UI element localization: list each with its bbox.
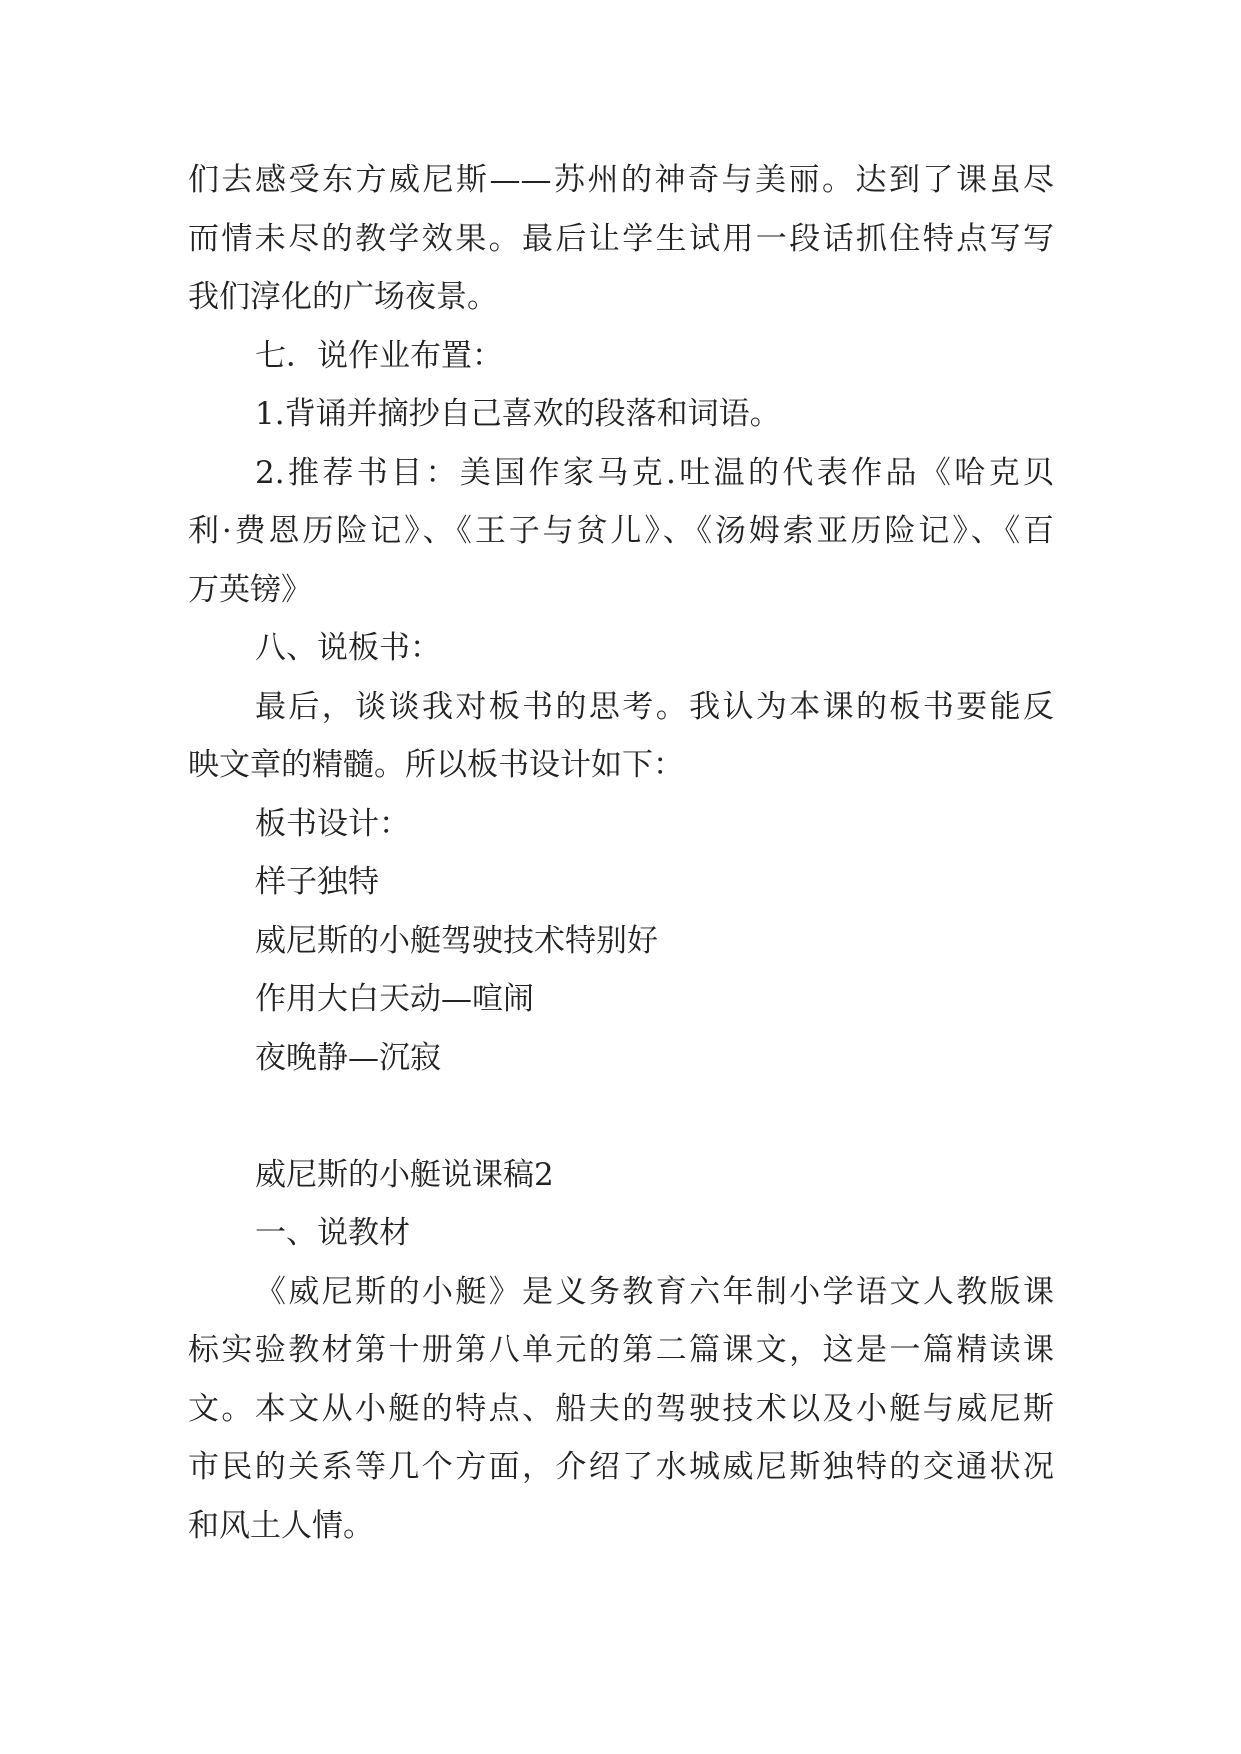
paragraph-line: 文。本文从小艇的特点、船夫的驾驶技术以及小艇与威尼斯 bbox=[188, 1390, 1054, 1427]
section-spacer bbox=[188, 1087, 1054, 1146]
board-heading: 八、说板书： bbox=[255, 630, 441, 666]
paragraph-line: 最后，谈谈我对板书的思考。我认为本课的板书要能反 bbox=[255, 688, 1054, 725]
homework-item: 1.背诵并摘抄自己喜欢的段落和词语。 bbox=[255, 396, 781, 432]
paragraph-line: 们去感受东方威尼斯——苏州的神奇与美丽。达到了课虽尽 bbox=[188, 162, 1054, 198]
homework-heading: 七．说作业布置： bbox=[255, 337, 503, 374]
paragraph-line: 而情未尽的教学效果。最后让学生试用一段话抓住特点写写 bbox=[188, 220, 1054, 257]
paragraph-line: 我们淳化的广场夜景。 bbox=[188, 279, 498, 315]
board-line: 样子独特 bbox=[255, 864, 379, 900]
paragraph-line: 《威尼斯的小艇》是义务教育六年制小学语文人教版课 bbox=[255, 1273, 1054, 1310]
section-title: 威尼斯的小艇说课稿2 bbox=[255, 1156, 554, 1193]
board-line: 夜晚静—沉寂 bbox=[255, 1039, 441, 1076]
board-design-label: 板书设计： bbox=[255, 805, 410, 842]
paragraph-line: 和风土人情。 bbox=[188, 1507, 374, 1544]
paragraph-line: 万英镑》 bbox=[188, 571, 312, 608]
paragraph-line: 利·费恩历险记》、《王子与贫儿》、《汤姆索亚历险记》、《百 bbox=[188, 513, 1054, 549]
homework-item: 2.推荐书目：美国作家马克.吐温的代表作品《哈克贝 bbox=[255, 454, 1054, 491]
document-body bbox=[188, 151, 1054, 1555]
paragraph-line: 市民的关系等几个方面，介绍了水城威尼斯独特的交通状况 bbox=[188, 1449, 1054, 1485]
section-heading: 一、说教材 bbox=[255, 1215, 410, 1251]
paragraph-line: 标实验教材第十册第八单元的第二篇课文，这是一篇精读课 bbox=[188, 1332, 1054, 1368]
board-line: 作用大白天动—喧闹 bbox=[255, 981, 534, 1017]
paragraph-line: 映文章的精髓。所以板书设计如下： bbox=[188, 747, 684, 783]
board-line: 威尼斯的小艇驾驶技术特别好 bbox=[255, 922, 658, 959]
